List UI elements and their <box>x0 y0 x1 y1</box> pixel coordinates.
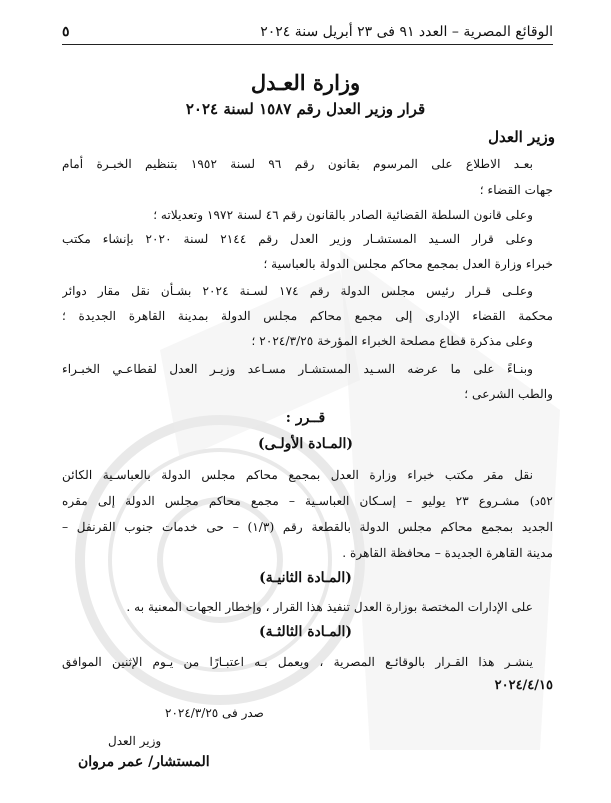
article-line: مدينة القاهرة الجديدة – محافظة القاهرة . <box>342 546 553 560</box>
preamble-line: بعـد الاطلاع على المرسوم بقانون رقم ٩٦ لسنة ١٩٥٢ بتنظيم الخبـرة أمام <box>62 157 533 171</box>
article-1-heading: (المـادة الأولـى) <box>258 436 353 452</box>
article-line: على الإدارات المختصة بوزارة العدل تنفيذ هذا القرار ، وإخطار الجهات المعنية به . <box>126 600 533 614</box>
article-line: الجديد بمجمع محاكم مجلس الدولة بالقطعة رقم (١/٣) – حى خدمات جنوب القرنفل – <box>62 520 553 534</box>
preamble-line: وعلى قانون السلطة القضائية الصادر بالقانون رقم ٤٦ لسنة ١٩٧٢ وتعديلاته ؛ <box>153 208 533 222</box>
page-number: ٥ <box>62 24 70 40</box>
effective-date: ٢٠٢٤/٤/١٥ <box>494 678 553 693</box>
preamble-line: وعلى مذكرة قطاع مصلحة الخبراء المؤرخة ٢٠٢٤/٣/٢٥ ؛ <box>251 334 533 348</box>
signature-name: المستشار/ عمر مروان <box>78 754 210 770</box>
preamble-line: وعلـى قـرار رئيس مجلس الدولة رقم ١٧٤ لسـنة ٢٠٢٤ بشـأن نقل مقار دوائر <box>62 284 533 298</box>
preamble-line: وعلى قرار السـيد المستشـار وزير العدل رقم ٢١٤٤ لسنة ٢٠٢٠ بإنشاء مكتب <box>62 232 533 246</box>
article-2-heading: (المـادة الثانيـة) <box>259 570 352 586</box>
preamble-line: والطب الشرعى ؛ <box>464 387 553 401</box>
article-line: نقل مقر مكتب خبراء وزارة العدل بمجمع محاكم مجلس الدولة بالعباسـية الكائن <box>62 468 533 482</box>
signature-title: وزير العدل <box>108 734 162 748</box>
decree-title: قرار وزير العدل رقم ١٥٨٧ لسنة ٢٠٢٤ <box>185 100 426 118</box>
article-line: ينشـر هذا القـرار بالوقائـع المصرية ، ويعمل بـه اعتبـارًا من يـوم الإثنين الموافق <box>62 655 533 669</box>
decided-heading: قــرر : <box>285 410 326 426</box>
article-3-heading: (المـادة الثالثـة) <box>258 624 353 640</box>
issuer-heading: وزير العدل <box>488 128 555 146</box>
issued-date: صدر فى ٢٠٢٤/٣/٢٥ <box>165 706 264 720</box>
header-title: الوقائع المصرية – العدد ٩١ فى ٢٣ أبريل سنة ٢٠٢٤ <box>260 24 553 40</box>
preamble-line: وبنـاءً على ما عرضه السـيد المستشـار مسـاعد وزيـر العدل لقطاعـي الخبـراء <box>62 362 533 376</box>
ministry-name: وزارة العـدل <box>250 70 361 95</box>
preamble-line: خبراء وزارة العدل بمجمع محاكم مجلس الدولة بالعباسية ؛ <box>263 257 553 271</box>
preamble-line: محكمة القضاء الإدارى إلى مجمع محاكم مجلس الدولة بمدينة القاهرة الجديدة ؛ <box>62 309 553 323</box>
article-line: ٥٢د) مشـروع ٢٣ يوليو – إسـكان العباسـية – مجمع محاكم مجلس الدولة إلى مقره <box>62 494 553 508</box>
preamble-line: جهات القضاء ؛ <box>479 183 553 197</box>
page-header <box>62 22 553 45</box>
